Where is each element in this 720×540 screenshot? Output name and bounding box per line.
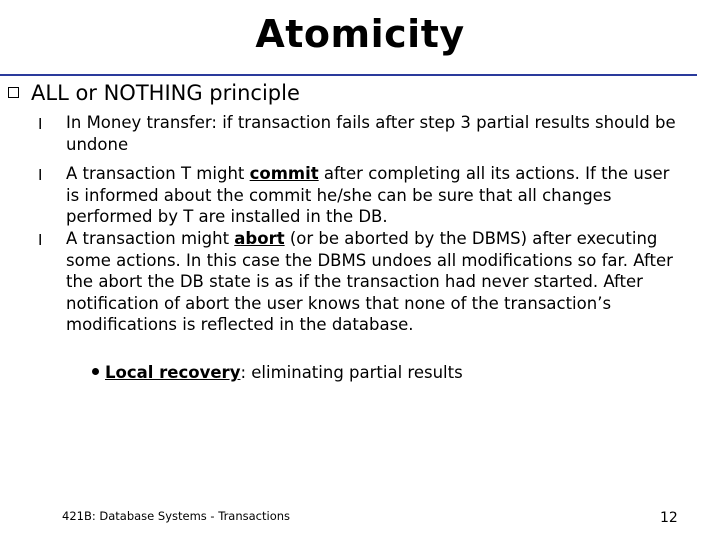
dot-bullet-icon (92, 368, 99, 375)
third-level-text: : eliminating partial results (240, 363, 463, 382)
slide-title: Atomicity (255, 12, 465, 56)
sub-bullet-3-after: (or be aborted by the DBMS) after executing some actions. In this case the DBMS undoes all modifications so far. After the abort the DB state is as if the transaction had never started. After notification of abort the user knows that none of the transaction’s modifications is reflected in the database. (66, 229, 673, 334)
dash-bullet-icon: I (38, 115, 43, 133)
third-level-bullet (92, 363, 463, 382)
page-number: 12 (660, 510, 678, 526)
dash-bullet-icon: I (38, 166, 43, 184)
sub-bullet-1-text: In Money transfer: if transaction fails after step 3 partial results should be undone (66, 113, 676, 154)
square-bullet-icon (8, 87, 19, 98)
sub-bullet-3-text (66, 228, 678, 336)
footer-text: 421B: Database Systems - Transactions (62, 509, 291, 523)
sub-bullet-2 (38, 163, 678, 228)
local-recovery-term: Local recovery (105, 363, 241, 382)
sub-bullet-3-before: A transaction might (66, 229, 235, 248)
sub-bullet-1 (38, 112, 678, 155)
commit-term: commit (249, 164, 319, 183)
sub-bullet-2-text (66, 163, 678, 228)
dash-bullet-icon: I (38, 231, 43, 249)
title-divider (0, 74, 697, 76)
main-bullet-text: ALL or NOTHING principle (31, 81, 300, 105)
sub-bullet-2-after: after completing all its actions. If the user is informed about the commit he/she can be sure that all changes performed by T are installed in the DB. (66, 164, 670, 226)
abort-term: abort (234, 229, 285, 248)
main-bullet (8, 81, 300, 105)
sub-bullet-2-before: A transaction T might (66, 164, 250, 183)
sub-bullet-3 (38, 228, 678, 336)
